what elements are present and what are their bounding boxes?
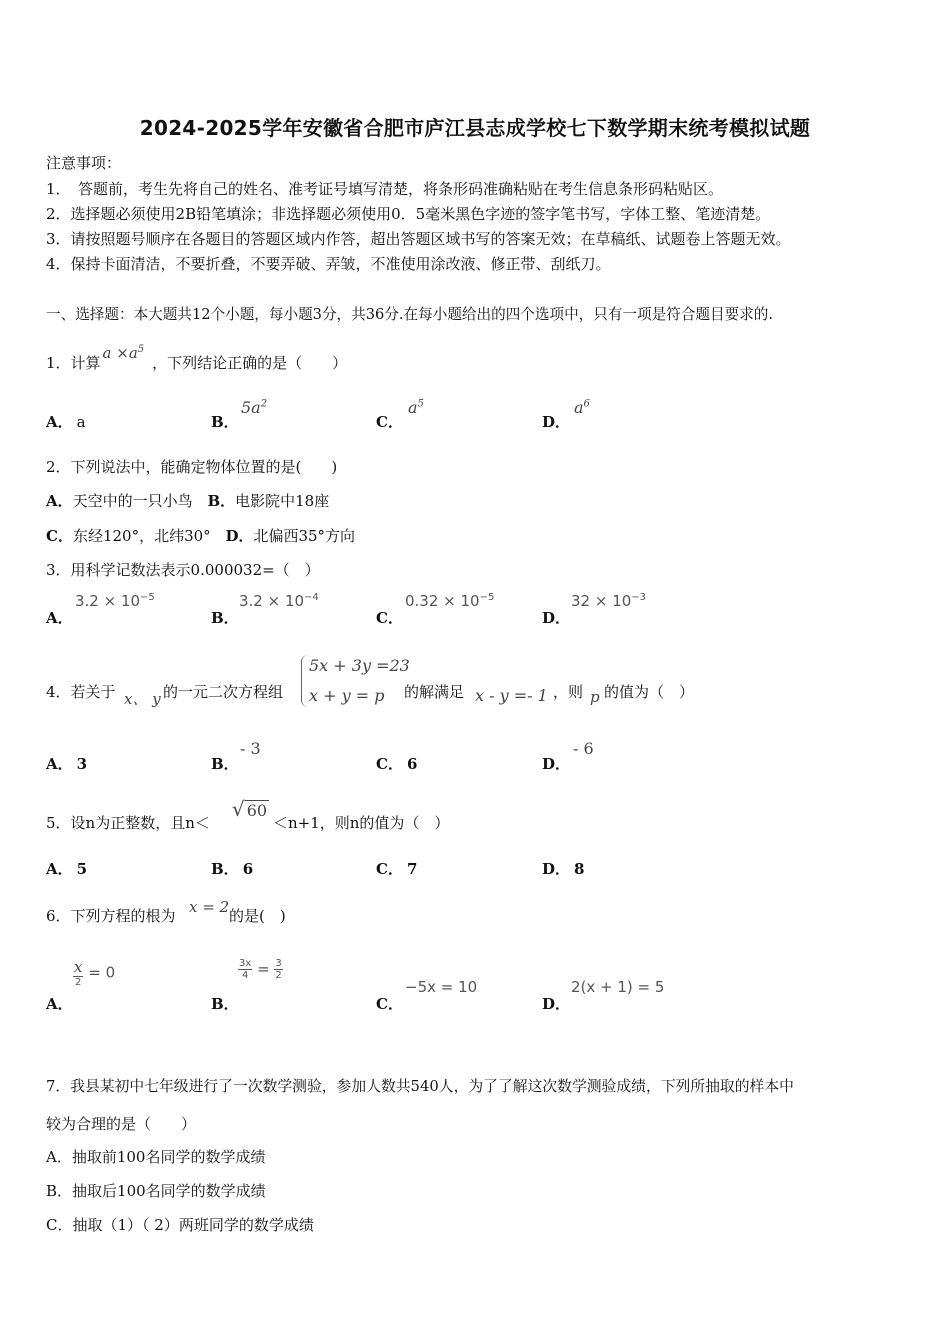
q7-option-b: B．抽取后100名同学的数学成绩 xyxy=(46,1182,266,1200)
q1-option-d-expr: $a^6$ xyxy=(574,398,590,417)
notice-item: 3．请按照题号顺序在各题目的答题区域内作答，超出答题区域书写的答案无效；在草稿纸、试题卷上答题无效。 xyxy=(46,230,791,248)
q6-num: 6．下列方程的根为 xyxy=(46,907,176,925)
q4-sol: 的解满足 xyxy=(404,683,465,701)
q1-num: 1．计算 xyxy=(46,354,101,372)
q6-option-c-expr: −5x = 10 xyxy=(405,978,478,996)
q3-stem: 3．用科学记数法表示0.000032=（ ） xyxy=(46,561,320,579)
notice-item: 2．选择题必须使用2B铅笔填涂；非选择题必须使用0．5毫米黑色字迹的签字笔书写，字体工整、笔迹清楚。 xyxy=(46,205,771,223)
q1-expression: $a \times a^5$ xyxy=(102,344,145,362)
q1-option-d: D． xyxy=(542,413,571,431)
q3-option-c: C． xyxy=(376,609,403,627)
q4-option-d: D． xyxy=(542,755,571,773)
q6-option-b-expr: $\frac{3x}{4}$ = $\frac{3}{2}$ xyxy=(239,958,282,981)
notice-item: 4．保持卡面清洁，不要折叠，不要弄破、弄皱，不准使用涂改液、修正带、刮纸刀。 xyxy=(46,255,611,273)
q3-option-d: D． xyxy=(542,609,571,627)
q4-option-b-value: - 3 xyxy=(240,739,261,758)
q4-mid: 的一元二次方程组 xyxy=(163,683,284,701)
radical-icon: √ xyxy=(232,797,245,821)
q7-stem-line2: 较为合理的是（ ） xyxy=(46,1115,197,1133)
q1-option-b: B． xyxy=(211,413,239,431)
q1-rest: ，下列结论正确的是（ ） xyxy=(152,354,348,372)
q3-option-a-expr: $3.2 \times 10^{-5}$ xyxy=(75,592,155,610)
q3-option-b-expr: $3.2 \times 10^{-4}$ xyxy=(239,592,319,610)
q1-option-c: C． xyxy=(376,413,403,431)
q5-option-c: C． 7 xyxy=(376,860,418,878)
q4-vars: x、 y xyxy=(124,690,161,708)
q4-end: 的值为（ ） xyxy=(604,683,695,701)
q4-option-d-value: - 6 xyxy=(573,739,594,758)
q4-then: ，则 xyxy=(553,683,584,701)
q3-option-a: A． xyxy=(46,609,73,627)
q1-option-a: A． a xyxy=(46,413,86,431)
q3-option-b: B． xyxy=(211,609,239,627)
q4-cond: x - y =- 1 xyxy=(475,686,548,705)
q6-option-d-expr: 2(x + 1) = 5 xyxy=(571,978,665,996)
q5-sqrt: √ 60 xyxy=(232,797,268,821)
q4-option-a: A． 3 xyxy=(46,755,88,773)
q6-option-c: C． xyxy=(376,995,403,1013)
q5-num: 5．设n为正整数，且n＜ xyxy=(46,814,210,832)
q6-end: 的是( ) xyxy=(229,907,286,925)
section-heading: 一、选择题：本大题共12个小题，每小题3分，共36分.在每小题给出的四个选项中，只有一项是符合题目要求的. xyxy=(46,306,774,323)
q5-end: ＜n+1，则n的值为（ ） xyxy=(273,814,450,832)
q2-options-ab: A．天空中的一只小鸟 B．电影院中18座 xyxy=(46,492,330,510)
q7-stem-line1: 7．我县某初中七年级进行了一次数学测验，参加人数共540人，为了了解这次数学测验成绩，下列所抽取的样本中 xyxy=(46,1078,794,1095)
q6-option-d: D． xyxy=(542,995,571,1013)
q3-option-d-expr: $32 \times 10^{-3}$ xyxy=(571,592,647,610)
q6-option-a-expr: $\frac{x}{2}$ = 0 xyxy=(74,958,116,988)
notice-item: 1． 答题前，考生先将自己的姓名、准考证号填写清楚，将条形码准确粘贴在考生信息条形码粘贴区。 xyxy=(46,180,724,198)
q4-p: p xyxy=(590,688,600,706)
q2-stem: 2．下列说法中，能确定物体位置的是( ) xyxy=(46,458,338,476)
q4-brace xyxy=(301,655,308,707)
q1-stem xyxy=(46,344,348,373)
notice-heading: 注意事项： xyxy=(46,154,122,172)
q6-root: x = 2 xyxy=(189,898,230,916)
q6-option-a: A． xyxy=(46,995,73,1013)
page-title: 2024-2025学年安徽省合肥市庐江县志成学校七下数学期末统考模拟试题 xyxy=(139,116,811,140)
q6-option-b: B． xyxy=(211,995,239,1013)
q7-option-a: A．抽取前100名同学的数学成绩 xyxy=(46,1148,266,1166)
q4-eq1: 5x + 3y =23 xyxy=(309,656,410,675)
q1-option-c-expr: $a^5$ xyxy=(408,398,424,417)
q5-option-b: B． 6 xyxy=(211,860,254,878)
q4-option-b: B． xyxy=(211,755,239,773)
q4-option-c: C． 6 xyxy=(376,755,418,773)
q4-eq2: x + y = p xyxy=(309,686,385,705)
q5-option-a: A． 5 xyxy=(46,860,88,878)
q2-options-cd: C．东经120°，北纬30° D．北偏西35°方向 xyxy=(46,527,356,545)
q5-option-d: D． 8 xyxy=(542,860,585,878)
q3-option-c-expr: $0.32 \times 10^{-5}$ xyxy=(405,592,495,610)
q4-num: 4．若关于 xyxy=(46,683,116,701)
q1-option-b-expr: $5a^2$ xyxy=(241,398,268,417)
q7-option-c: C．抽取（1）（ 2）两班同学的数学成绩 xyxy=(46,1216,314,1234)
